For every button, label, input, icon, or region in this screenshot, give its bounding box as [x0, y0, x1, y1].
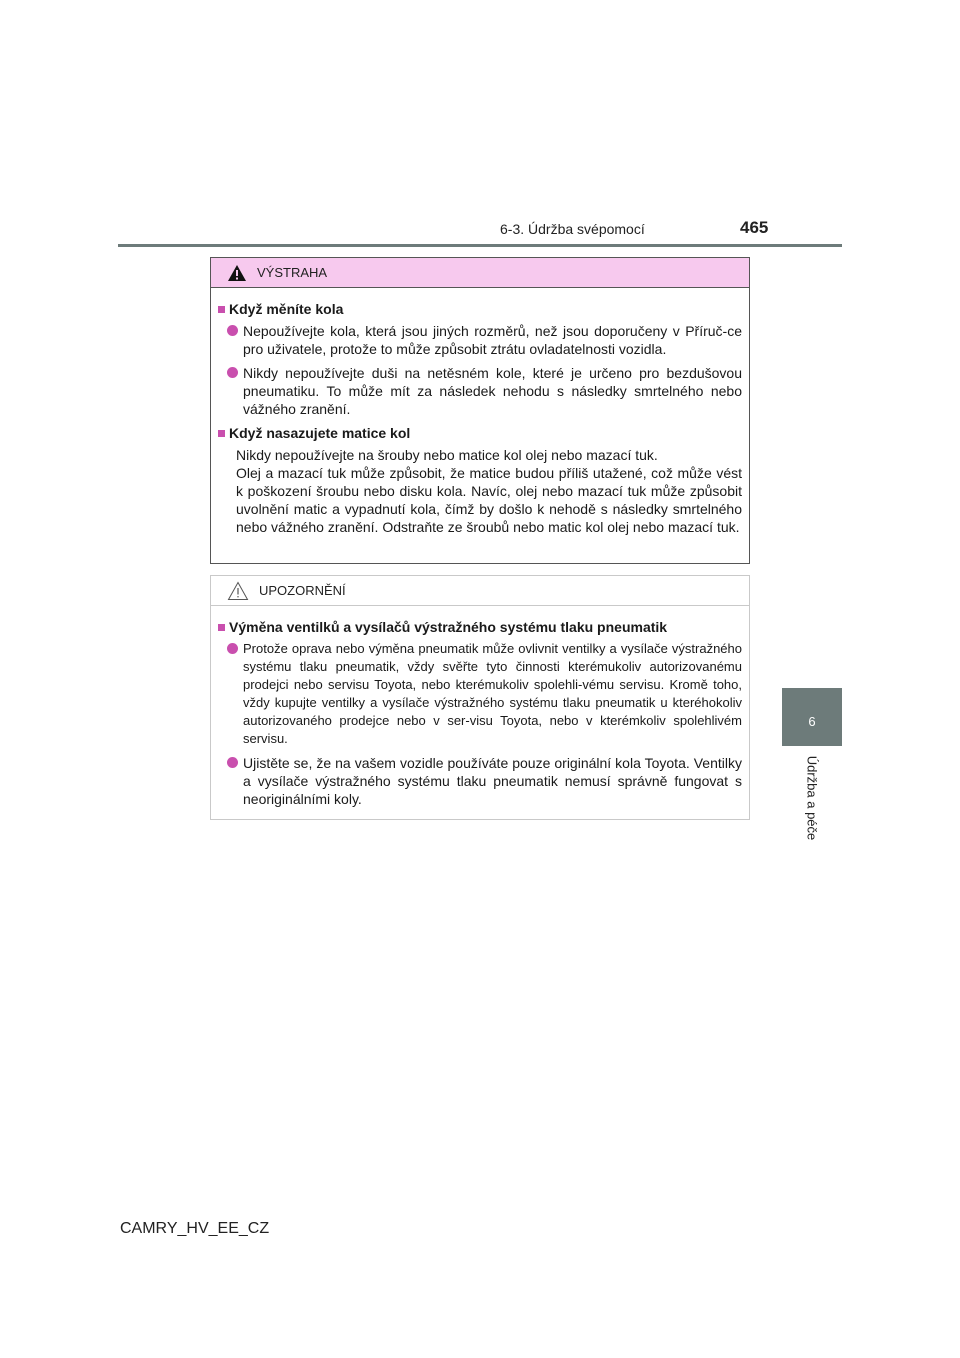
caution-section-title: Výměna ventilků a vysílačů výstražného systému tlaku pneumatik [218, 618, 742, 636]
header-divider [118, 244, 842, 247]
document-code: CAMRY_HV_EE_CZ [120, 1220, 270, 1237]
square-bullet-icon [218, 624, 225, 631]
warning-section-title: Když nasazujete matice kol [218, 424, 742, 442]
dot-bullet-icon [227, 757, 238, 768]
paragraph: Olej a mazací tuk může způsobit, že matice budou příliš utažené, což může vést k poškození šroubu nebo disku kola. Navíc, olej nebo mazací tuk může způsobit uvolnění matic a vypadnutí kola, čímž by došlo k nehodě s následky smrtelného nebo vážného zranění. Odstraňte ze šroubů nebo matic kol olej nebo mazací tuk. [236, 465, 742, 535]
chapter-tab-number: 6 [808, 714, 816, 729]
square-bullet-icon [218, 306, 225, 313]
warning-box-header [211, 258, 749, 288]
square-bullet-icon [218, 430, 225, 437]
chapter-tab-label: Údržba a péče [804, 755, 820, 841]
warning-box-body [211, 288, 749, 536]
caution-triangle-outline-icon [227, 581, 249, 601]
caution-box-header [211, 576, 749, 606]
paragraph: Nikdy nepoužívejte na šrouby nebo matice kol olej nebo mazací tuk. [236, 447, 658, 463]
dot-bullet-icon [227, 325, 238, 336]
warning-triangle-icon [227, 264, 247, 282]
caution-box [210, 575, 750, 820]
dot-bullet-icon [227, 643, 238, 654]
page-number: 465 [740, 218, 769, 237]
dot-bullet-icon [227, 367, 238, 378]
section-title: 6-3. Údržba svépomocí [500, 221, 645, 237]
list-item: Ujistěte se, že na vašem vozidle používáte pouze originální kola Toyota. Ventilky a vysílače výstražného systému tlaku pneumatik nemusí správně fungovat s neoriginálními koly. [227, 754, 742, 808]
warning-label: VÝSTRAHA [257, 265, 328, 280]
warning-section-title: Když měníte kola [218, 300, 742, 318]
warning-box [210, 257, 750, 564]
list-item: Nikdy nepoužívejte duši na netěsném kole, které je určeno pro bezdušovou pneumatiku. To může mít za následek nehodu s následky smrtelného nebo vážného zranění. [227, 364, 742, 418]
caution-box-body [211, 606, 749, 808]
caution-label: UPOZORNĚNÍ [259, 583, 346, 598]
list-item: Nepoužívejte kola, která jsou jiných rozměrů, než jsou doporučeny v Příruč-ce pro uživatele, protože to může způsobit ztrátu ovladatelnosti vozidla. [227, 322, 742, 358]
list-item: Protože oprava nebo výměna pneumatik může ovlivnit ventilky a vysílače výstražného systému tlaku pneumatik, vždy svěřte tyto činnosti kterémukoliv autorizovanému prodejci nebo servisu Toyota, nebo kterémukoliv spolehli-vému servisu. Kromě toho, vždy kupujte ventilky a vysílače výstražného systému tlaku pneumatik u kteréhokoliv autorizovaného prodejce nebo v ser-visu Toyota, nebo v kterémkoliv spolehlivém servisu. [227, 640, 742, 748]
